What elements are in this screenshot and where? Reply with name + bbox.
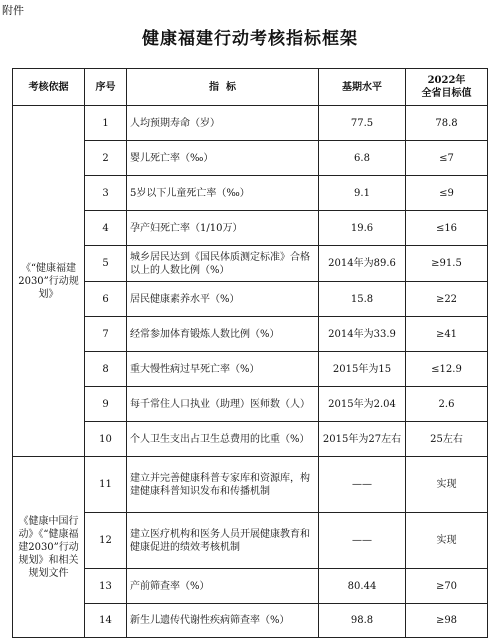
table-row	[13, 604, 488, 638]
row-target: 25左右	[406, 422, 488, 457]
row-target: ≤7	[406, 141, 488, 176]
row-indicator: 新生儿遗传代谢性疾病筛查率（%）	[127, 604, 319, 638]
row-seq: 1	[85, 106, 127, 141]
row-seq: 9	[85, 387, 127, 422]
header-target-line1: 2022年	[427, 75, 466, 86]
row-indicator: 城乡居民达到《国民体质测定标准》合格以上的人数比例（%）	[127, 246, 319, 282]
table-row	[13, 246, 488, 282]
table-row	[13, 141, 488, 176]
row-baseline: ——	[319, 457, 406, 513]
row-baseline: 2015年为15	[319, 352, 406, 387]
indicator-table	[12, 68, 488, 638]
row-indicator: 经常参加体育锻炼人数比例（%）	[127, 317, 319, 352]
row-seq: 5	[85, 246, 127, 282]
row-indicator: 居民健康素养水平（%）	[127, 282, 319, 317]
header-basis: 考核依据	[13, 69, 85, 106]
row-baseline: 6.8	[319, 141, 406, 176]
row-seq: 8	[85, 352, 127, 387]
row-baseline: 98.8	[319, 604, 406, 638]
table-row	[13, 106, 488, 141]
basis-group-2: 《健康中国行动》《“健康福建2030”行动规划》和相关规划文件	[13, 457, 85, 638]
table-row	[13, 352, 488, 387]
row-seq: 11	[85, 457, 127, 513]
row-baseline: 77.5	[319, 106, 406, 141]
row-indicator: 人均预期寿命（岁）	[127, 106, 319, 141]
row-indicator: 孕产妇死亡率（1/10万）	[127, 211, 319, 246]
row-target: 2.6	[406, 387, 488, 422]
row-target: 78.8	[406, 106, 488, 141]
row-seq: 4	[85, 211, 127, 246]
basis-group-1: 《“健康福建2030”行动规划》	[13, 106, 85, 457]
table-row	[13, 569, 488, 604]
header-baseline: 基期水平	[319, 69, 406, 106]
row-target: ≥98	[406, 604, 488, 638]
row-indicator: 婴儿死亡率（‰）	[127, 141, 319, 176]
row-target: ≥22	[406, 282, 488, 317]
row-target: ≥70	[406, 569, 488, 604]
row-seq: 14	[85, 604, 127, 638]
row-indicator: 建立医疗机构和医务人员开展健康教育和健康促进的绩效考核机制	[127, 513, 319, 569]
row-indicator: 建立并完善健康科普专家库和资源库，构建健康科普知识发布和传播机制	[127, 457, 319, 513]
row-baseline: 2014年为89.6	[319, 246, 406, 282]
row-seq: 3	[85, 176, 127, 211]
row-baseline: ——	[319, 513, 406, 569]
row-seq: 6	[85, 282, 127, 317]
row-target: 实现	[406, 457, 488, 513]
row-target: ≤9	[406, 176, 488, 211]
row-indicator: 个人卫生支出占卫生总费用的比重（%）	[127, 422, 319, 457]
table-row	[13, 513, 488, 569]
row-indicator: 重大慢性病过早死亡率（%）	[127, 352, 319, 387]
row-indicator: 产前筛查率（%）	[127, 569, 319, 604]
row-baseline: 19.6	[319, 211, 406, 246]
header-target	[406, 69, 488, 106]
row-baseline: 15.8	[319, 282, 406, 317]
page-title: 健康福建行动考核指标框架	[142, 29, 358, 49]
row-target: 实现	[406, 513, 488, 569]
header-indicator: 指 标	[127, 69, 319, 106]
header-target-line2: 全省目标值	[421, 88, 472, 99]
row-seq: 13	[85, 569, 127, 604]
table-header-row	[13, 69, 488, 106]
row-target: ≤16	[406, 211, 488, 246]
row-target: ≥41	[406, 317, 488, 352]
row-seq: 12	[85, 513, 127, 569]
header-seq: 序号	[85, 69, 127, 106]
row-seq: 7	[85, 317, 127, 352]
table-row	[13, 176, 488, 211]
table-row	[13, 387, 488, 422]
row-target: ≥91.5	[406, 246, 488, 282]
table-row	[13, 211, 488, 246]
row-target: ≤12.9	[406, 352, 488, 387]
row-baseline: 9.1	[319, 176, 406, 211]
table-row	[13, 457, 488, 513]
row-indicator: 5岁以下儿童死亡率（‰）	[127, 176, 319, 211]
table-row	[13, 422, 488, 457]
attachment-label: 附件	[2, 4, 24, 17]
row-baseline: 2015年为2.04	[319, 387, 406, 422]
table-row	[13, 317, 488, 352]
row-seq: 10	[85, 422, 127, 457]
row-baseline: 80.44	[319, 569, 406, 604]
row-indicator: 每千常住人口执业（助理）医师数（人）	[127, 387, 319, 422]
row-baseline: 2015年为27左右	[319, 422, 406, 457]
row-seq: 2	[85, 141, 127, 176]
table-row	[13, 282, 488, 317]
row-baseline: 2014年为33.9	[319, 317, 406, 352]
